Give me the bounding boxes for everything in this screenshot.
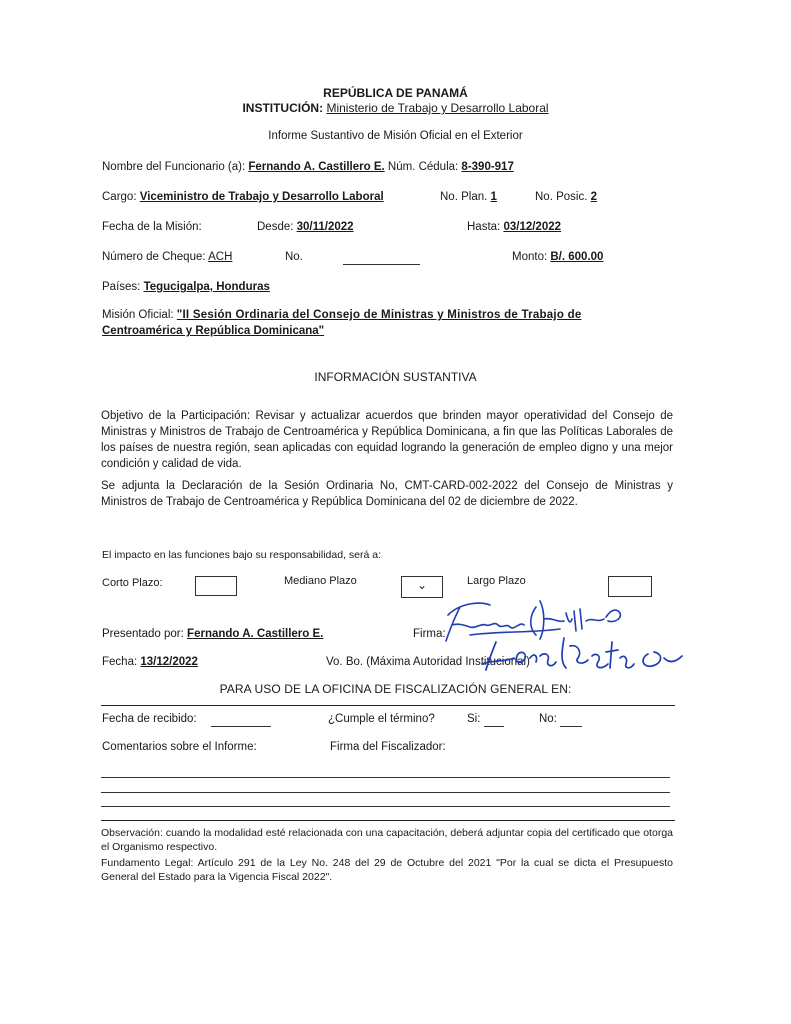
medium-term-checkbox[interactable]	[401, 576, 443, 598]
short-term-checkbox[interactable]	[195, 576, 237, 596]
long-term-label: Largo Plazo	[467, 575, 526, 587]
official-mission-value-1: "II Sesión Ordinaria del Consejo de Ministras y Ministros de Trabajo de	[176, 309, 582, 321]
comment-line-3	[101, 806, 670, 807]
posic-label: No. Posic.	[535, 191, 588, 203]
posic-value: 2	[590, 191, 598, 203]
fiscal-divider	[101, 705, 675, 706]
plan-value: 1	[490, 191, 497, 203]
country-title: REPÚBLICA DE PANAMÁ	[323, 86, 468, 100]
check-no-label: No.	[285, 251, 303, 263]
date-value: 13/12/2022	[140, 656, 198, 668]
check-label: Número de Cheque:	[102, 251, 206, 263]
institution-line	[0, 101, 791, 115]
legal-basis-note: Fundamento Legal: Artículo 291 de la Ley No. 248 del 29 de Octubre del 2021 "Por la cual se dicta el Presupuesto General del Estado para la Vigencia Fiscal 2022".	[101, 857, 673, 883]
long-term-checkbox[interactable]	[608, 576, 652, 597]
attachment-paragraph: Se adjunta la Declaración de la Sesión Ordinaria No, CMT-CARD-002-2022 del Consejo de Ministras y Ministros de Trabajo de Centroamérica y República Dominicana del 02 de diciembre de 2022.	[101, 480, 673, 508]
institution-value: Ministerio de Trabajo y Desarrollo Laboral	[326, 101, 549, 115]
check-value: ACH	[208, 251, 233, 263]
from-field	[257, 221, 354, 233]
objective-paragraph: Objetivo de la Participación: Revisar y actualizar acuerdos que brinden mayor operatividad del Consejo de Ministras y Ministros de Trabajo de Centroamérica y República Dominicana, a fin que las Políticas Laborales de los países de nuestra región, sean aplicadas con equidad logrando la generación de empleo digno y una mejor condición y calidad de vida.	[101, 410, 673, 470]
medium-term-check-mark: ⌄	[416, 578, 428, 592]
institution-label: INSTITUCIÓN:	[242, 101, 324, 115]
to-value: 03/12/2022	[503, 221, 562, 233]
position-label: Cargo:	[102, 191, 137, 203]
position-value: Viceministro de Trabajo y Desarrollo Laboral	[139, 191, 384, 203]
observation-note: Observación: cuando la modalidad esté relacionada con una capacitación, deberá adjuntar copia del certificado que otorga el Organismo respectivo.	[101, 827, 673, 853]
approval-label: Vo. Bo. (Máxima Autoridad Institucional)	[326, 656, 530, 668]
fiscal-heading: PARA USO DE LA OFICINA DE FISCALIZACIÓN GENERAL EN:	[219, 682, 572, 696]
plan-label: No. Plan.	[440, 191, 488, 203]
id-label: Núm. Cédula:	[387, 161, 459, 173]
comments-label: Comentarios sobre el Informe:	[102, 741, 257, 753]
to-label: Hasta:	[467, 221, 501, 233]
plan-field	[440, 191, 497, 203]
short-term-label: Corto Plazo:	[102, 577, 163, 589]
deadline-label: ¿Cumple el término?	[328, 713, 435, 725]
official-mission-line-1	[102, 309, 582, 321]
check-field	[102, 251, 232, 263]
impact-label: El impacto en las funciones bajo su responsabilidad, será a:	[102, 549, 381, 561]
medium-term-label: Mediano Plazo	[284, 575, 357, 587]
from-value: 30/11/2022	[296, 221, 354, 233]
presented-field	[102, 628, 323, 640]
official-mission-label: Misión Oficial:	[102, 309, 174, 321]
position-line	[102, 191, 384, 203]
countries-value: Tegucigalpa, Honduras	[143, 281, 270, 293]
amount-value: B/. 600.00	[550, 251, 604, 263]
comment-line-2	[101, 792, 670, 793]
name-label: Nombre del Funcionario (a):	[102, 161, 246, 173]
from-label: Desde:	[257, 221, 294, 233]
check-no-blank	[343, 264, 420, 265]
yes-label: Si:	[467, 713, 481, 725]
amount-label: Monto:	[512, 251, 548, 263]
report-title: Informe Sustantivo de Misión Oficial en el Exterior	[268, 130, 523, 142]
countries-field	[102, 281, 270, 293]
yes-blank	[484, 726, 504, 727]
substantive-heading: INFORMACIÓN SUSTANTIVA	[314, 370, 477, 384]
signature-authority	[478, 628, 690, 678]
received-blank	[211, 726, 271, 727]
signature-label: Firma:	[413, 628, 446, 640]
received-label: Fecha de recibido:	[102, 713, 197, 725]
official-mission-value-2: Centroamérica y República Dominicana"	[102, 325, 325, 337]
name-value: Fernando A. Castillero E.	[248, 161, 385, 173]
presented-label: Presentado por:	[102, 628, 184, 640]
id-value: 8-390-917	[461, 161, 514, 173]
to-field	[467, 221, 561, 233]
date-field	[102, 656, 198, 668]
auditor-signature-label: Firma del Fiscalizador:	[330, 741, 446, 753]
mission-date-label: Fecha de la Misión:	[102, 221, 202, 233]
comment-line-1	[101, 777, 670, 778]
no-label: No:	[539, 713, 557, 725]
presented-value: Fernando A. Castillero E.	[187, 628, 324, 640]
footer-divider	[101, 820, 675, 821]
countries-label: Países:	[102, 281, 141, 293]
posic-field	[535, 191, 597, 203]
official-name-line	[102, 161, 514, 173]
amount-field	[512, 251, 603, 263]
date-label: Fecha:	[102, 656, 138, 668]
no-blank	[560, 726, 582, 727]
